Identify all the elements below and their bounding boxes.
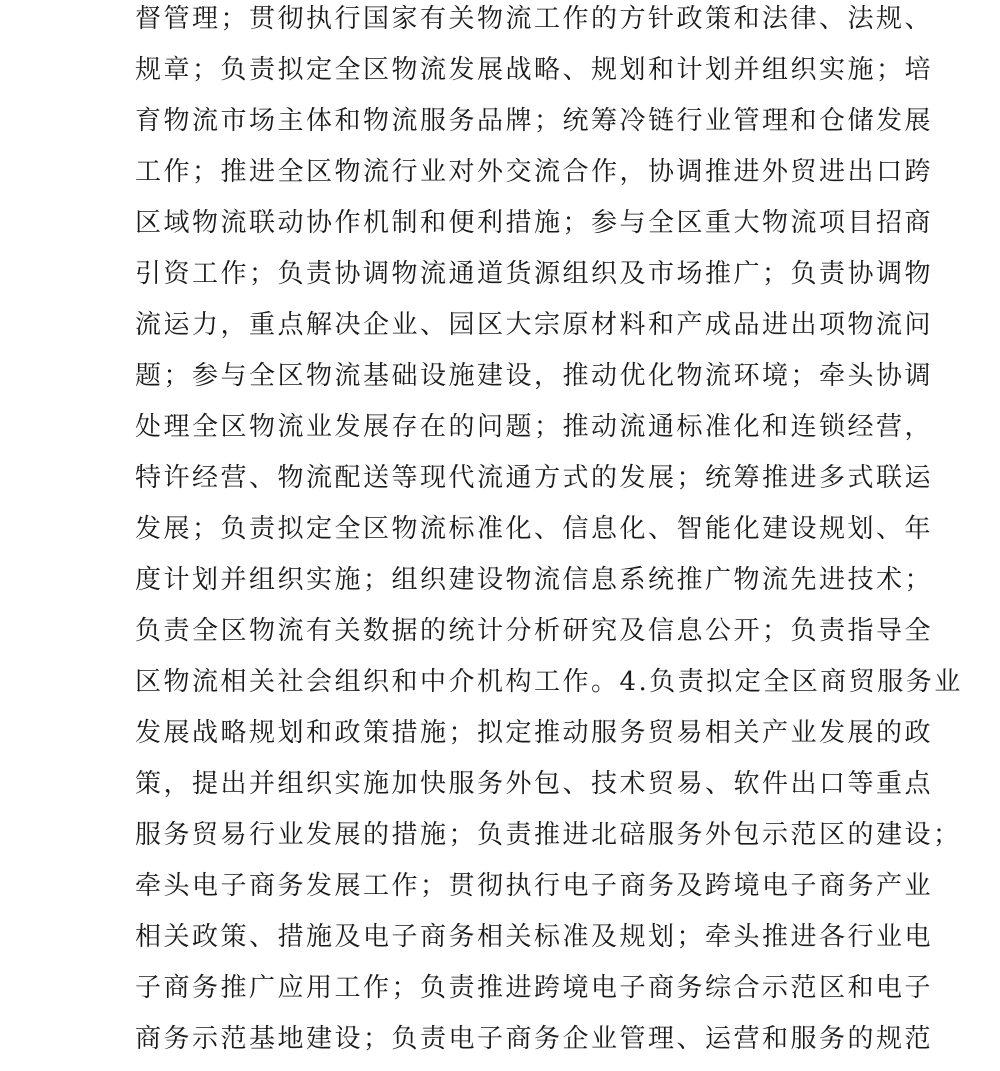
text-line-3: 育物流市场主体和物流服务品牌；统筹冷链行业管理和仓储发展	[135, 106, 934, 136]
text-line-8: 题；参与全区物流基础设施建设，推动优化物流环境；牵头协调	[135, 361, 934, 391]
text-line-19: 相关政策、措施及电子商务相关标准及规划；牵头推进各行业电	[135, 922, 934, 952]
text-line-1: 督管理；贯彻执行国家有关物流工作的方针政策和法律、法规、	[135, 4, 934, 34]
text-line-15: 发展战略规划和政策措施；拟定推动服务贸易相关产业发展的政	[135, 718, 934, 748]
text-line-2: 规章；负责拟定全区物流发展战略、规划和计划并组织实施；培	[135, 55, 934, 85]
text-line-18: 牵头电子商务发展工作；贯彻执行电子商务及跨境电子商务产业	[135, 871, 934, 901]
text-line-7: 流运力，重点解决企业、园区大宗原材料和产成品进出项物流问	[135, 310, 934, 340]
text-line-5: 区域物流联动协作机制和便利措施；参与全区重大物流项目招商	[135, 208, 934, 238]
text-line-6: 引资工作；负责协调物流通道货源组织及市场推广；负责协调物	[135, 259, 934, 289]
text-line-9: 处理全区物流业发展存在的问题；推动流通标准化和连锁经营，	[135, 412, 934, 442]
text-line-12: 度计划并组织实施；组织建设物流信息系统推广物流先进技术；	[135, 565, 934, 595]
text-line-14: 区物流相关社会组织和中介机构工作。4.负责拟定全区商贸服务业	[135, 667, 963, 697]
text-line-17: 服务贸易行业发展的措施；负责推进北碚服务外包示范区的建设；	[135, 820, 962, 850]
text-line-11: 发展；负责拟定全区物流标准化、信息化、智能化建设规划、年	[135, 514, 934, 544]
text-line-4: 工作；推进全区物流行业对外交流合作，协调推进外贸进出口跨	[135, 157, 934, 187]
text-line-10: 特许经营、物流配送等现代流通方式的发展；统筹推进多式联运	[135, 463, 934, 493]
body-text	[135, 0, 963, 1071]
text-line-20: 子商务推广应用工作；负责推进跨境电子商务综合示范区和电子	[135, 973, 934, 1003]
text-line-16: 策，提出并组织实施加快服务外包、技术贸易、软件出口等重点	[135, 769, 934, 799]
text-line-13: 负责全区物流有关数据的统计分析研究及信息公开；负责指导全	[135, 616, 934, 646]
text-line-21: 商务示范基地建设；负责电子商务企业管理、运营和服务的规范	[135, 1024, 934, 1054]
